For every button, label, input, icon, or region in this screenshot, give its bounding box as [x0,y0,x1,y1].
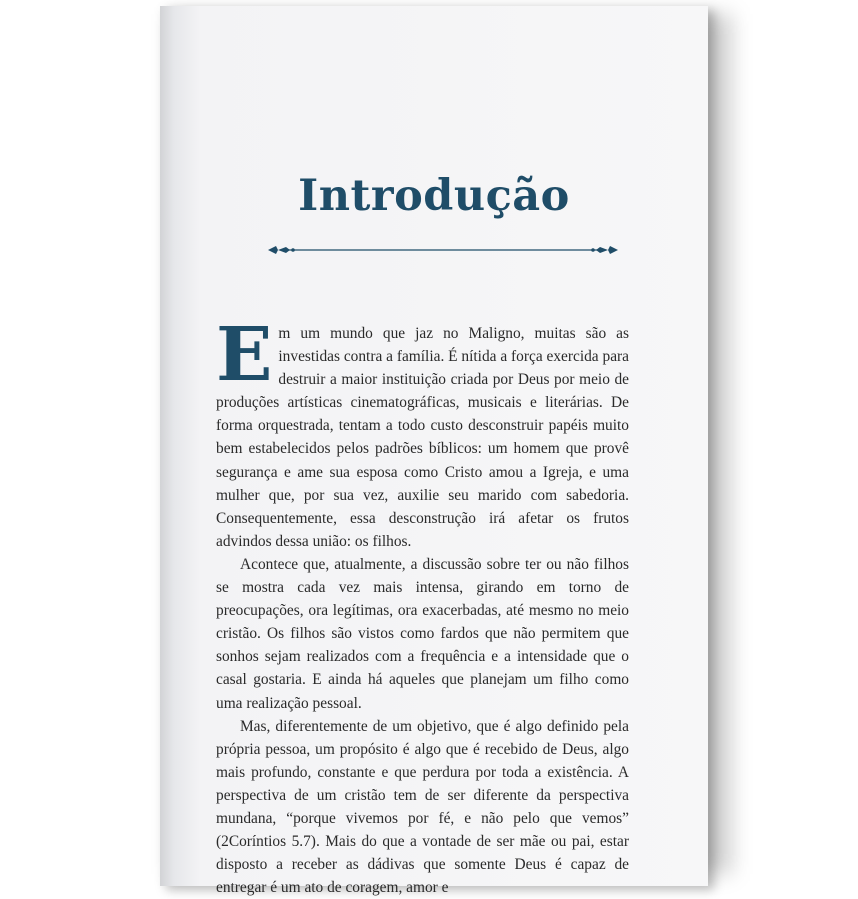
paragraph-2: Acontece que, atualmente, a discussão sobre ter ou não filhos se mostra cada vez mais intensa, girando em torno de preocupações, ora legítimas, ora exacerbadas, até mesmo no meio cristão. Os filhos são vistos como fardos que não permitem que sonhos sejam realizados com a frequência e a intensidade que o casal gostaria. E ainda há aqueles que planejam um filho como uma realização pessoal. [216,555,629,712]
drop-cap: E [216,312,273,398]
ornamental-divider-icon [268,242,618,258]
chapter-title: Introdução [298,170,570,221]
paragraph-1 [216,312,629,553]
book-page [160,6,708,897]
chapter-body [216,312,629,899]
paragraph-1-text: m um mundo que jaz no Maligno, muitas são as investidas contra a família. É nítida a força exercida para destruir a maior instituição criada por Deus por meio de produções artísticas cinematográficas, musicais e literárias. De forma orquestrada, tentam a todo custo desconstruir papéis muito bem estabelecidos pelos padrões bíblicos: um homem que provê segurança e ame sua esposa como Cristo amou a Igreja, e uma mulher que, por sua vez, auxilie seu marido com sabedoria. Consequentemente, essa desconstrução irá afetar os frutos advindos dessa união: os filhos. [216,325,629,550]
paragraph-3: Mas, diferentemente de um objetivo, que é algo definido pela própria pessoa, um propósito é algo que é recebido de Deus, algo mais profundo, constante e que perdura por toda a existência. A perspectiva de um cristão tem de ser diferente da perspectiva mundana, “porque vivemos por fé, e não pelo que vemos” (2Coríntios 5.7). Mais do que a vontade de ser mãe ou pai, estar disposto a receber as dádivas que somente Deus é capaz de entregar é um ato de coragem, amor e [216,717,629,897]
